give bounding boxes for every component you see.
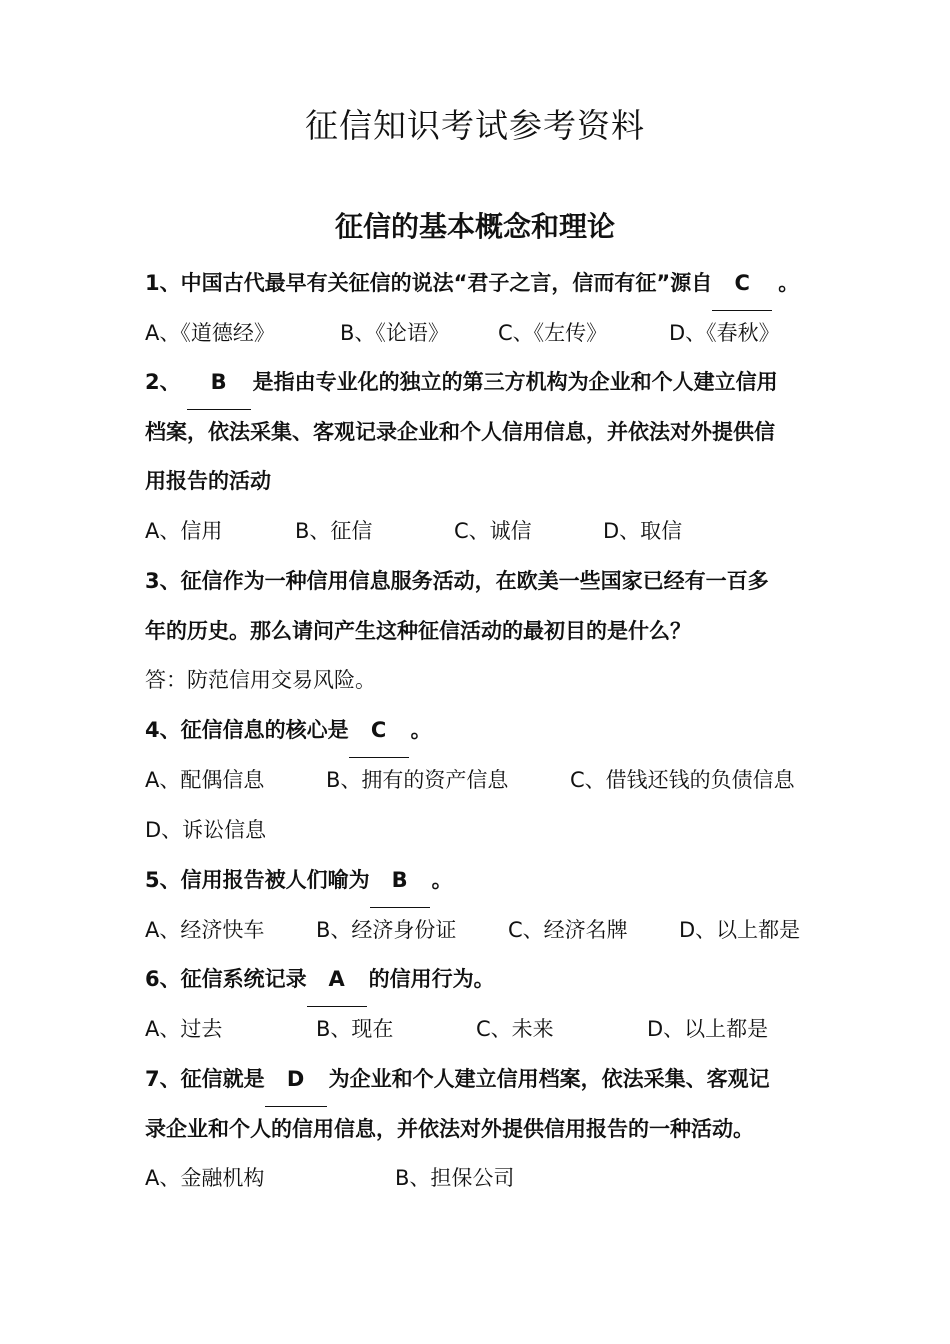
question-5-option-b: B、经济身份证 bbox=[316, 918, 457, 942]
question-4-answer: C bbox=[349, 715, 409, 758]
section-title: 征信的基本概念和理论 bbox=[334, 210, 615, 243]
question-6-option-a: A、过去 bbox=[145, 1017, 223, 1041]
question-1-option-d: D、《春秋》 bbox=[669, 321, 780, 345]
question-3-line-2: 年的历史。那么请问产生这种征信活动的最初目的是什么？ bbox=[145, 619, 691, 643]
question-2-line-1: 是指由专业化的独立的第三方机构为企业和个人建立信用 bbox=[252, 370, 778, 394]
question-6-option-d: D、以上都是 bbox=[647, 1017, 769, 1041]
question-2-line-3: 用报告的活动 bbox=[145, 469, 271, 493]
question-6-option-b: B、现在 bbox=[316, 1017, 394, 1041]
question-4-text: 4、征信信息的核心是 bbox=[145, 718, 349, 742]
question-7 bbox=[145, 1064, 770, 1107]
question-2-answer: B bbox=[187, 367, 251, 410]
question-6-option-c: C、未来 bbox=[476, 1017, 554, 1041]
question-7-answer: D bbox=[265, 1064, 327, 1107]
question-5-option-a: A、经济快车 bbox=[145, 918, 265, 942]
question-1-option-a: A、《道德经》 bbox=[145, 321, 275, 345]
question-1-suffix: 。 bbox=[778, 271, 800, 295]
question-2-option-b: B、征信 bbox=[295, 519, 373, 543]
question-7-option-a: A、金融机构 bbox=[145, 1166, 265, 1190]
question-2-option-c: C、诚信 bbox=[454, 519, 532, 543]
question-5-suffix: 。 bbox=[431, 868, 453, 892]
question-1-option-b: B、《论语》 bbox=[340, 321, 449, 345]
question-5-answer: B bbox=[370, 865, 430, 908]
question-4-option-b: B、拥有的资产信息 bbox=[326, 768, 509, 792]
question-2-option-a: A、信用 bbox=[145, 519, 223, 543]
question-5-text: 5、信用报告被人们喻为 bbox=[145, 868, 370, 892]
document-title: 征信知识考试参考资料 bbox=[305, 106, 645, 145]
question-1 bbox=[145, 268, 799, 311]
question-2-option-d: D、取信 bbox=[603, 519, 683, 543]
question-4-suffix: 。 bbox=[410, 718, 432, 742]
question-1-option-c: C、《左传》 bbox=[498, 321, 608, 345]
question-2-line-2: 档案，依法采集、客观记录企业和个人信用信息，并依法对外提供信 bbox=[145, 420, 775, 444]
question-3-answer: 答：防范信用交易风险。 bbox=[145, 668, 376, 692]
question-4-option-c: C、借钱还钱的负债信息 bbox=[570, 768, 795, 792]
question-5-option-c: C、经济名牌 bbox=[508, 918, 628, 942]
question-5 bbox=[145, 865, 453, 908]
question-4 bbox=[145, 715, 432, 758]
question-7-line-1: 为企业和个人建立信用档案，依法采集、客观记 bbox=[328, 1067, 770, 1091]
question-6-suffix: 的信用行为。 bbox=[368, 967, 495, 991]
question-6-text: 6、征信系统记录 bbox=[145, 967, 307, 991]
question-1-text: 1、中国古代最早有关征信的说法“君子之言，信而有征”源自 bbox=[145, 271, 713, 295]
question-1-answer: C bbox=[712, 268, 772, 311]
question-7-text: 7、征信就是 bbox=[145, 1067, 265, 1091]
question-6-answer: A bbox=[307, 964, 367, 1007]
question-7-option-b: B、担保公司 bbox=[395, 1166, 515, 1190]
question-2-number: 2、 bbox=[145, 370, 181, 394]
question-3-line-1: 3、征信作为一种信用信息服务活动，在欧美一些国家已经有一百多 bbox=[145, 569, 769, 593]
question-6 bbox=[145, 964, 495, 1007]
question-4-option-d: D、诉讼信息 bbox=[145, 818, 267, 842]
question-7-line-2: 录企业和个人的信用信息，并依法对外提供信用报告的一种活动。 bbox=[145, 1117, 754, 1141]
question-5-option-d: D、以上都是 bbox=[679, 918, 801, 942]
question-2 bbox=[145, 367, 778, 410]
question-4-option-a: A、配偶信息 bbox=[145, 768, 265, 792]
